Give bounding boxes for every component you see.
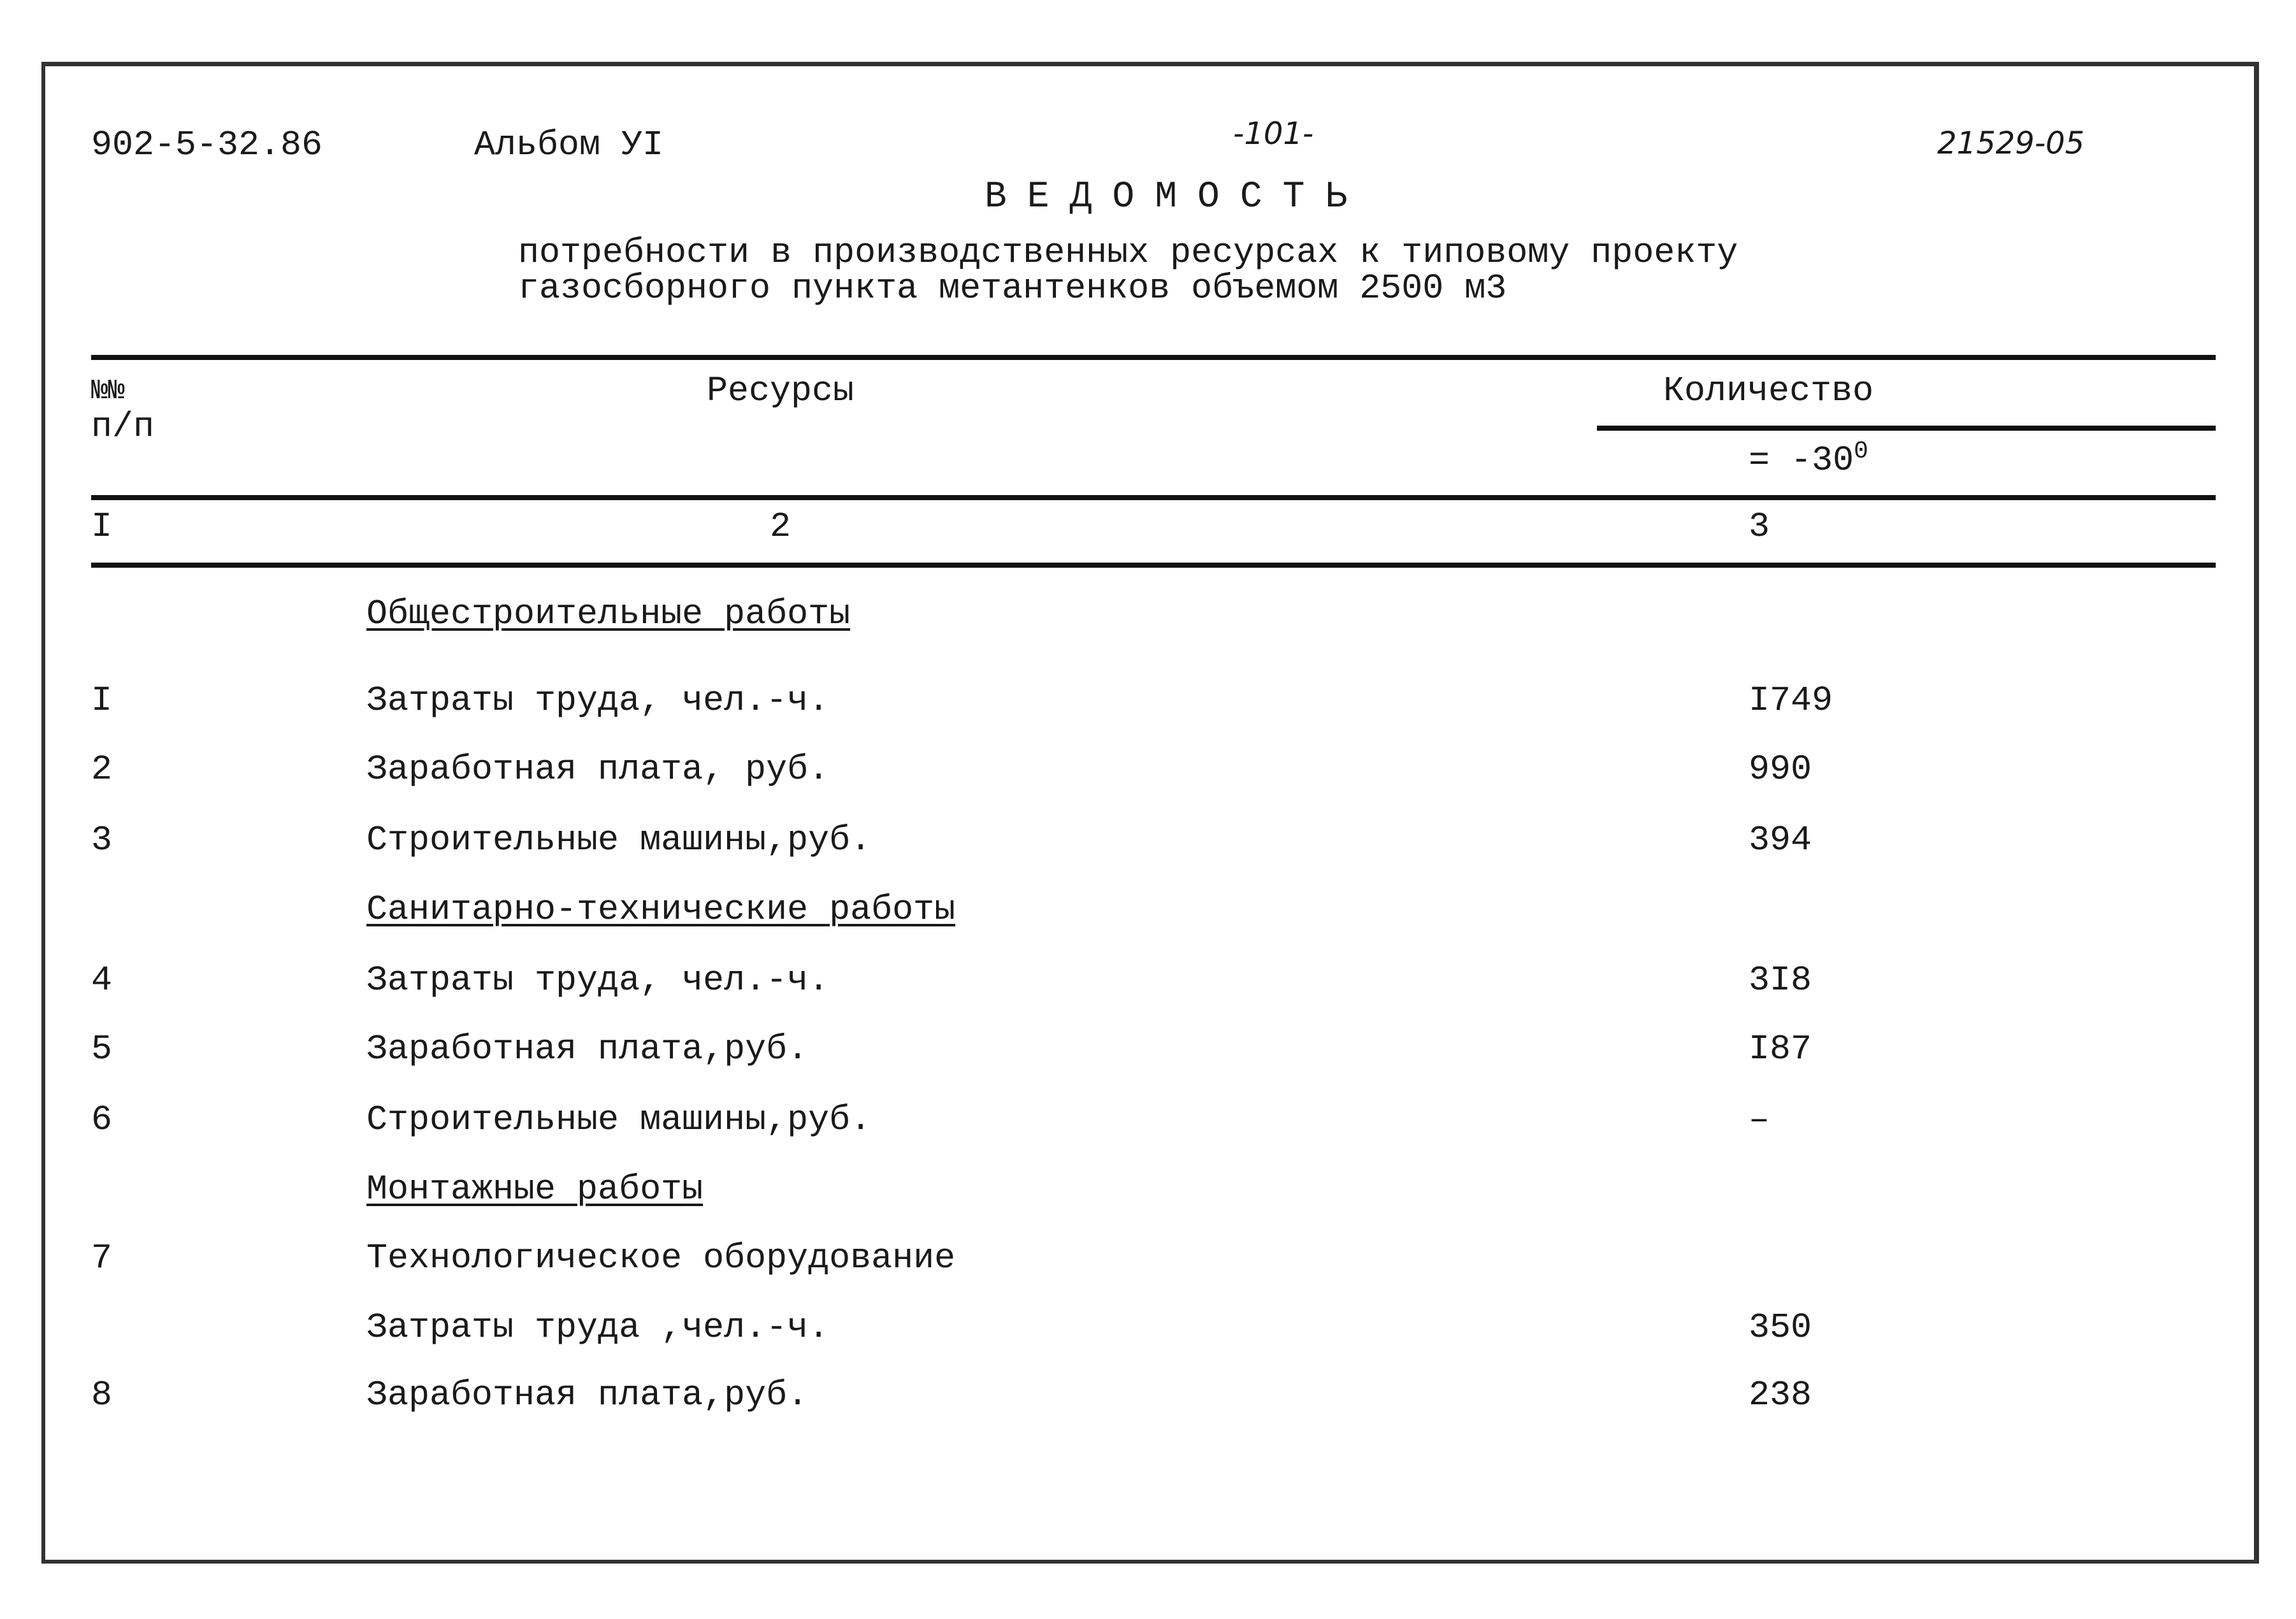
col-index-2: 2 (770, 507, 791, 547)
row-number: 3 (91, 820, 113, 860)
resource-name: Технологическое оборудование (366, 1238, 956, 1278)
resource-name: Затраты труда, чел.-ч. (366, 680, 830, 721)
col-header-num-1: №№ (91, 375, 125, 407)
row-quantity: 394 (1749, 820, 1812, 860)
col-header-quantity: Количество (1663, 371, 1874, 411)
col-header-num-2: п/п (91, 407, 155, 447)
resource-name: Заработная плата, руб. (366, 749, 830, 789)
col-header-temperature (1749, 438, 1868, 480)
subtitle-line-2: газосборного пункта метантенков объемом 2500 м3 (518, 268, 1507, 308)
row-quantity: I749 (1749, 680, 1833, 721)
page-number: -101- (1233, 116, 1314, 152)
table-top-rule (91, 355, 2216, 360)
row-quantity: 350 (1749, 1307, 1812, 1348)
resource-name: Затраты труда, чел.-ч. (366, 960, 830, 1000)
row-quantity: 3I8 (1749, 960, 1812, 1000)
resource-name: Строительные машины,руб. (366, 820, 872, 860)
row-number: I (91, 680, 113, 721)
index-rule (91, 563, 2216, 568)
section-heading: Общестроительные работы (366, 594, 851, 634)
section-heading: Санитарно-технические работы (366, 889, 956, 930)
row-quantity: 238 (1749, 1375, 1812, 1415)
row-number: 4 (91, 960, 113, 1000)
col-index-3: 3 (1749, 507, 1770, 547)
col-header-resources: Ресурсы (707, 371, 855, 411)
inventory-number: 21529-05 (1937, 126, 2085, 161)
row-quantity: – (1749, 1100, 1770, 1140)
row-number: 8 (91, 1375, 113, 1415)
temperature-value: = -30 (1749, 440, 1854, 480)
row-number: 7 (91, 1238, 113, 1278)
resource-name: Заработная плата,руб. (366, 1375, 809, 1415)
doc-code: 902-5-32.86 (91, 125, 323, 165)
col-index-1: I (91, 507, 113, 547)
resource-name: Строительные машины,руб. (366, 1100, 872, 1140)
row-quantity: 990 (1749, 749, 1812, 789)
row-quantity: I87 (1749, 1029, 1812, 1069)
header-rule (91, 495, 2216, 500)
row-number: 6 (91, 1100, 113, 1140)
degree-mark: 0 (1854, 438, 1868, 465)
quantity-sub-rule (1597, 426, 2216, 431)
section-heading: Монтажные работы (366, 1169, 704, 1209)
document-title: ВЕДОМОСТЬ (985, 176, 1368, 218)
resource-name: Затраты труда ,чел.-ч. (366, 1307, 830, 1348)
row-number: 2 (91, 749, 113, 789)
album-label: Альбом УI (474, 125, 664, 165)
resource-name: Заработная плата,руб. (366, 1029, 809, 1069)
row-number: 5 (91, 1029, 113, 1069)
subtitle-line-1: потребности в производственных ресурсах к типовому проекту (518, 233, 1738, 273)
